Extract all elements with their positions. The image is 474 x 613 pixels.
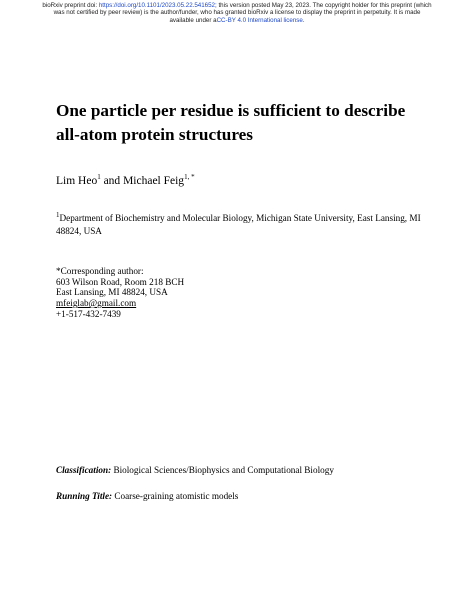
paper-title [56,99,426,147]
corresponding-heading: *Corresponding author: [56,266,144,276]
title-line-2: all-atom protein structures [56,125,253,144]
author-2-affiliation-mark: 1, * [184,173,195,181]
author-1-affiliation-mark: 1 [97,173,101,181]
header-text-1b: ; this version posted May 23, 2023. The copyright holder for this preprint (which [215,2,432,9]
corresponding-author-block [56,266,356,320]
email-link[interactable]: mfeiglab@gmail.com [56,298,137,309]
header-line-3 [6,17,468,24]
author-name-2: Michael Feig [123,174,185,187]
header-line-2: was not certified by peer review) is the author/funder, who has granted bioRxiv a license to display the preprint in perpetuity. It is made [53,9,421,17]
running-title [56,490,238,502]
header-text-1a: bioRxiv preprint doi: [42,2,99,9]
phone-number: +1-517-432-7439 [56,308,121,319]
header-text-3b: . [302,16,305,24]
address-line-2: East Lansing, MI 48824, USA [56,287,168,298]
title-line-1: One particle per residue is sufficient to describe [56,101,406,120]
affiliation [56,209,436,237]
doi-link[interactable]: https://doi.org/10.1101/2023.05.22.541652 [98,2,215,9]
affiliation-mark: 1 [56,211,60,219]
running-title-label: Running Title: [56,491,113,501]
header-line-1 [6,2,468,9]
header-text-3a: available under a [169,16,217,24]
author-connector: and [100,174,124,187]
license-link[interactable]: CC-BY 4.0 International license [216,16,303,24]
preprint-header [6,2,468,24]
running-title-value: Coarse-graining atomistic models [112,491,239,501]
classification [56,464,334,476]
classification-label: Classification: [56,465,112,475]
author-name-1: Lim Heo [56,174,98,187]
affiliation-text: Department of Biochemistry and Molecular Biology, Michigan State University, East Lansing, MI 48824, USA [56,213,421,236]
author-list [56,170,195,188]
classification-value: Biological Sciences/Biophysics and Computational Biology [111,465,334,475]
address-line-1: 603 Wilson Road, Room 218 BCH [56,276,185,287]
